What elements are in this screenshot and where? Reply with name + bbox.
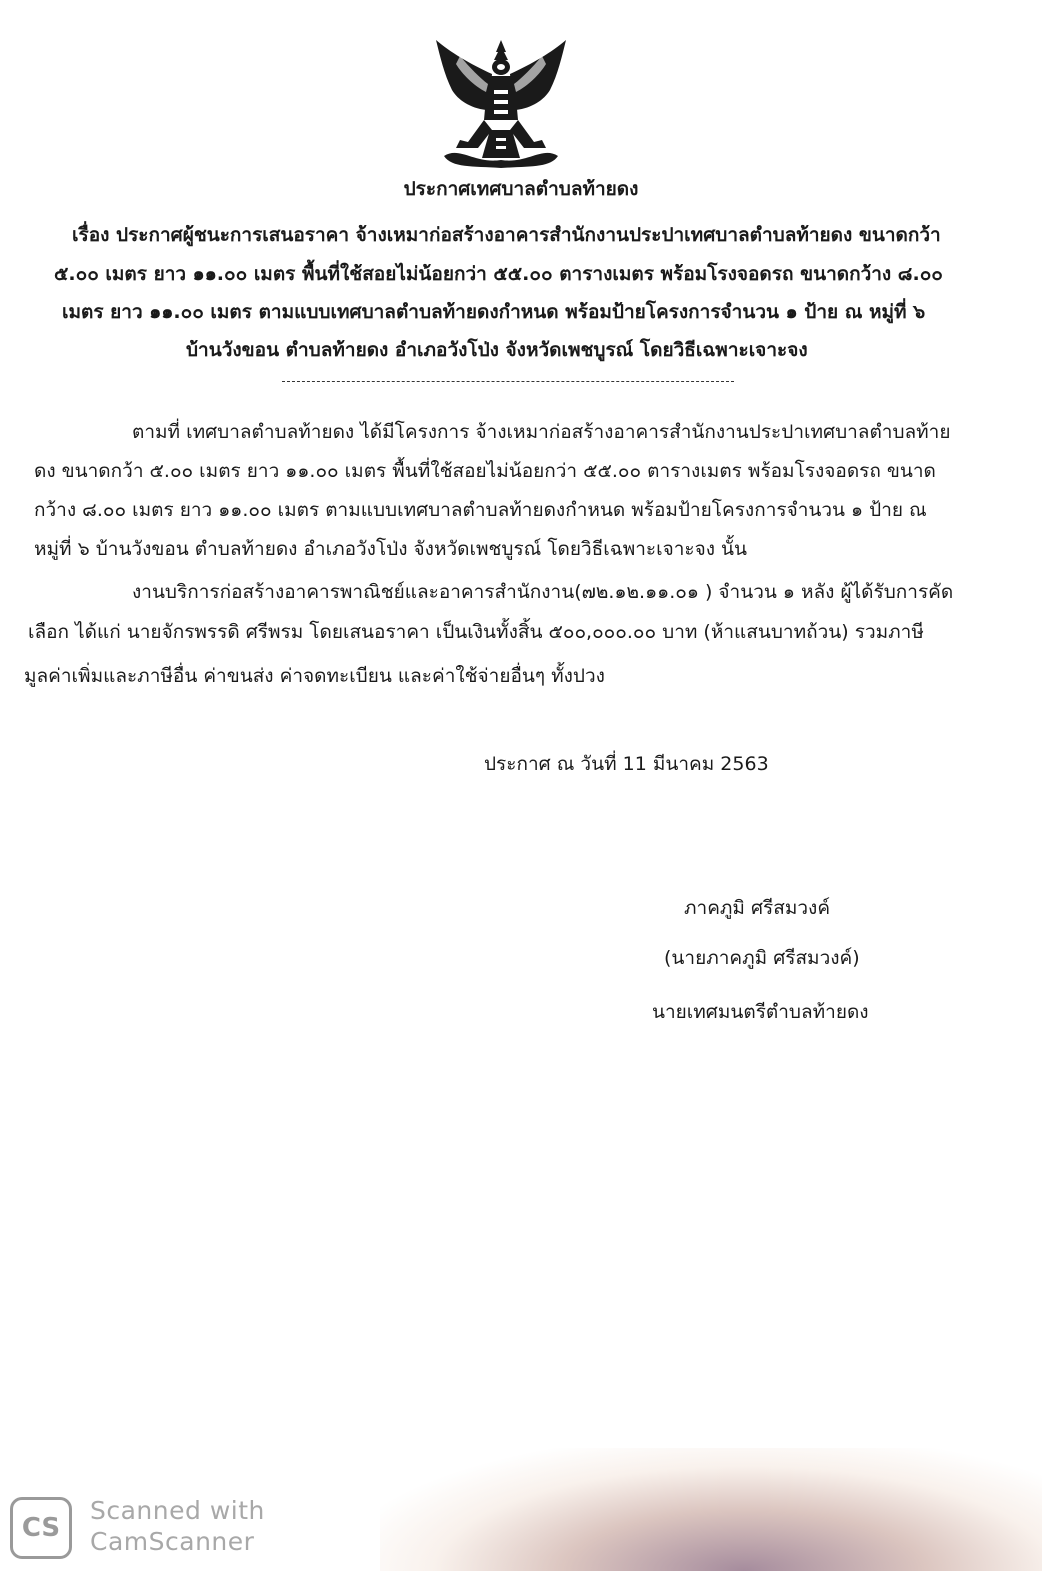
- paragraph2-line-3: มูลค่าเพิ่มและภาษีอื่น ค่าขนส่ง ค่าจดทะเบียน และค่าใช้จ่ายอื่นๆ ทั้งปวง: [24, 665, 605, 687]
- announcement-title: ประกาศเทศบาลตำบลท้ายดง: [403, 178, 639, 200]
- camscanner-line-1: Scanned with: [90, 1496, 265, 1525]
- garuda-emblem-icon: [430, 34, 572, 176]
- subject-line-3: เมตร ยาว ๑๑.๐๐ เมตร ตามแบบเทศบาลตำบลท้ายดงกำหนด พร้อมป้ายโครงการจำนวน ๑ ป้าย ณ หมู่ที่ ๖: [62, 301, 926, 323]
- paragraph1-line-2: ดง ขนาดกว้า ๕.๐๐ เมตร ยาว ๑๑.๐๐ เมตร พื้นที่ใช้สอยไม่น้อยกว่า ๕๕.๐๐ ตารางเมตร พร้อมโรงจอดรถ ขนาด: [34, 460, 936, 482]
- paragraph2-line-2: เลือก ได้แก่ นายจักรพรรดิ ศรีพรม โดยเสนอราคา เป็นเงินทั้งสิ้น ๕๐๐,๐๐๐.๐๐ บาท (ห้าแสนบาทถ้วน) รวมภาษี: [28, 621, 924, 643]
- announce-date: ประกาศ ณ วันที่ 11 มีนาคม 2563: [484, 753, 769, 775]
- camscanner-logo-icon: CS: [10, 1497, 72, 1559]
- camscanner-text: [90, 1495, 265, 1557]
- camscanner-line-2: CamScanner: [90, 1527, 255, 1556]
- scan-artifact: [380, 1448, 1042, 1571]
- camscanner-watermark: [10, 1495, 270, 1559]
- subject-line-1: เรื่อง ประกาศผู้ชนะการเสนอราคา จ้างเหมาก่อสร้างอาคารสำนักงานประปาเทศบาลตำบลท้ายดง ขนาดกว้า: [72, 224, 941, 246]
- official-full-name: (นายภาคภูมิ ศรีสมวงค์): [664, 947, 860, 969]
- paragraph2-line-1: งานบริการก่อสร้างอาคารพาณิชย์และอาคารสำนักงาน(๗๒.๑๒.๑๑.๐๑ ) จำนวน ๑ หลัง ผู้ได้รับการคัด: [132, 581, 954, 603]
- paragraph1-line-3: กว้าง ๘.๐๐ เมตร ยาว ๑๑.๐๐ เมตร ตามแบบเทศบาลตำบลท้ายดงกำหนด พร้อมป้ายโครงการจำนวน ๑ ป้าย ณ: [34, 499, 927, 521]
- subject-line-4: บ้านวังขอน ตำบลท้ายดง อำเภอวังโป่ง จังหวัดเพชบูรณ์ โดยวิธีเฉพาะเจาะจง: [186, 339, 808, 361]
- divider: [282, 381, 734, 382]
- paragraph1-line-1: ตามที่ เทศบาลตำบลท้ายดง ได้มีโครงการ จ้างเหมาก่อสร้างอาคารสำนักงานประปาเทศบาลตำบลท้าย: [132, 421, 951, 443]
- official-position: นายเทศมนตรีตำบลท้ายดง: [652, 1001, 869, 1023]
- signed-name: ภาคภูมิ ศรีสมวงค์: [684, 897, 831, 919]
- paragraph1-line-4: หมู่ที่ ๖ บ้านวังขอน ตำบลท้ายดง อำเภอวังโป่ง จังหวัดเพชบูรณ์ โดยวิธีเฉพาะเจาะจง นั้น: [34, 538, 748, 560]
- subject-line-2: ๕.๐๐ เมตร ยาว ๑๑.๐๐ เมตร พื้นที่ใช้สอยไม่น้อยกว่า ๕๕.๐๐ ตารางเมตร พร้อมโรงจอดรถ ขนาดกว้าง ๘.๐๐: [54, 263, 943, 285]
